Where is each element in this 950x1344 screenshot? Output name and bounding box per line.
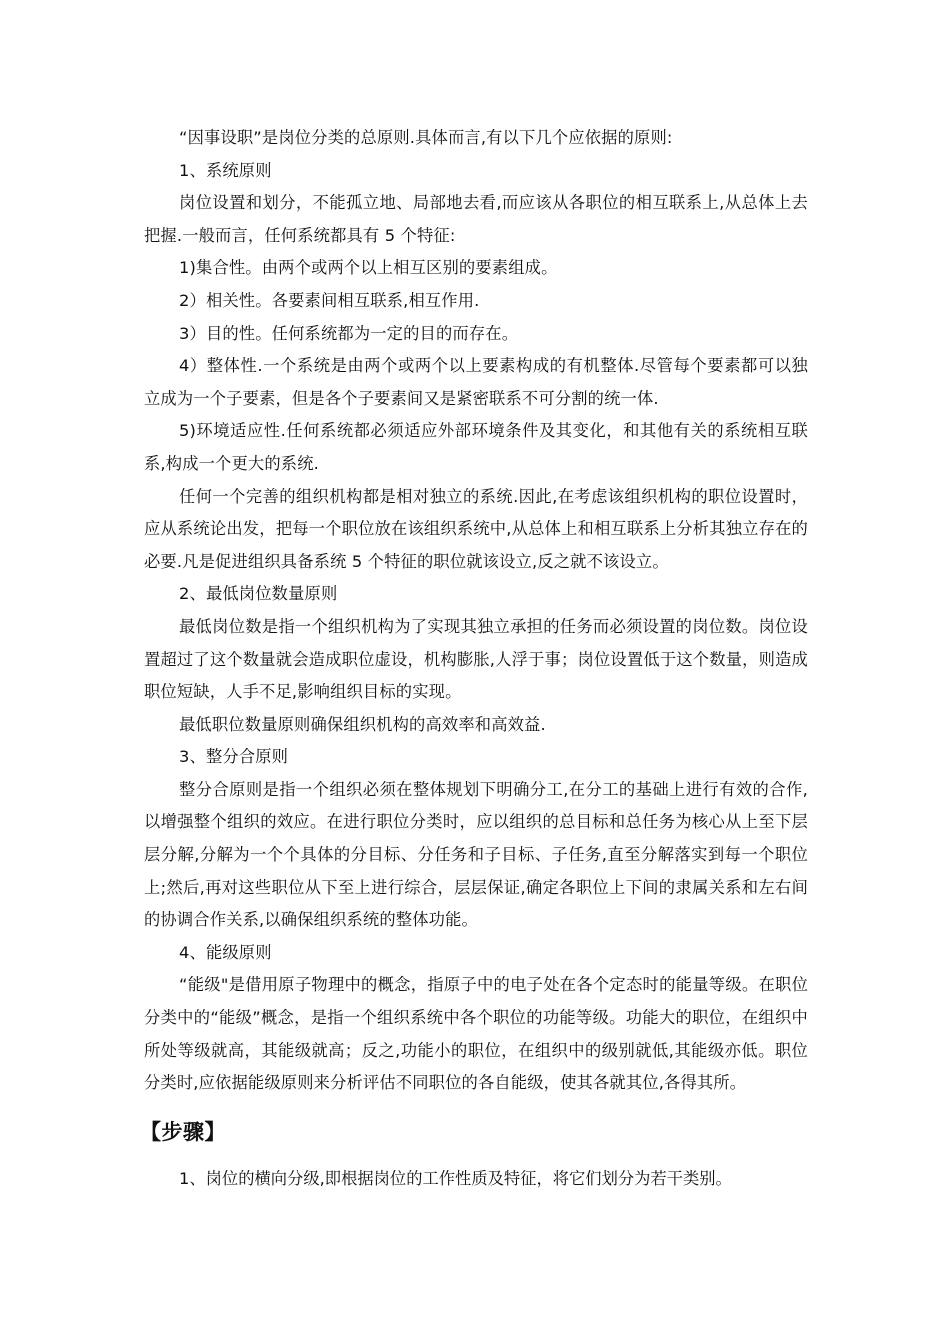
body-text: [144, 122, 808, 1100]
paragraph-integration-principle: 整分合原则是指一个组织必须在整体规划下明确分工,在分工的基础上进行有效的合作,以增强整个组织的效应。在进行职位分类时，应以组织的总目标和总任务为核心从上至下层层分解,分解为一个个具体的分目标、分任务和子目标、子任务,直至分解落实到每一个职位上;然后,再对这些职位从下至上进行综合，层层保证,确定各职位上下间的隶属关系和左右间的协调合作关系,以确保组织系统的整体功能。: [144, 779, 808, 930]
list-item-integrity: 4）整体性.一个系统是由两个或两个以上要素构成的有机整体.尽管每个要素都可以独立成为一个子要素，但是各个子要素间又是紧密联系不可分割的统一体.: [144, 356, 808, 408]
list-item-correlation: 2）相关性。各要素间相互联系,相互作用.: [179, 290, 480, 310]
paragraph-minimum-positions: 最低岗位数是指一个组织机构为了实现其独立承担的任务而必须设置的岗位数。岗位设置超过了这个数量就会造成职位虚设，机构膨胀,人浮于事；岗位设置低于这个数量，则造成职位短缺，人手不足,影响组织目标的实现。: [144, 616, 808, 702]
steps-list: [144, 1160, 808, 1198]
heading-minimum-positions: 2、最低岗位数量原则: [179, 584, 338, 604]
list-item-adaptability: 5)环境适应性.任何系统都必须适应外部环境条件及其变化，和其他有关的系统相互联系,构成一个更大的系统.: [144, 421, 808, 473]
section-heading-steps: 【步骤】: [140, 1119, 226, 1144]
list-item-collectivity: 1)集合性。由两个或两个以上相互区别的要素组成。: [179, 258, 558, 278]
heading-energy-level-principle: 4、能级原则: [179, 942, 272, 962]
step-item: 1、岗位的横向分级,即根据岗位的工作性质及特征，将它们划分为若干类别。: [179, 1168, 732, 1188]
list-item-purpose: 3）目的性。任何系统都为一定的目的而存在。: [179, 323, 519, 343]
paragraph-intro: “因事设职”是岗位分类的总原则.具体而言,有以下几个应依据的原则:: [179, 128, 673, 147]
heading-integration-principle: 3、整分合原则: [179, 747, 289, 767]
paragraph-system-summary: 任何一个完善的组织机构都是相对独立的系统.因此,在考虑该组织机构的职位设置时，应从系统论出发，把每一个职位放在该组织系统中,从总体上和相互联系上分析其独立存在的必要.凡是促进组织具备系统 5 个特征的职位就该设立,反之就不该设立。: [144, 486, 808, 571]
paragraph-system-principle: 岗位设置和划分，不能孤立地、局部地去看,而应该从各职位的相互联系上,从总体上去把握.一般而言，任何系统都具有 5 个特征:: [144, 193, 808, 245]
paragraph-energy-level-principle: “能级"是借用原子物理中的概念，指原子中的电子处在各个定态时的能量等级。在职位分类中的“能级”概念，是指一个组织系统中各个职位的功能等级。功能大的职位，在组织中所处等级就高，其能级就高；反之,功能小的职位，在组织中的级别就低,其能级亦低。职位分类时,应依据能级原则来分析评估不同职位的各自能级，使其各就其位,各得其所。: [144, 975, 808, 1093]
heading-system-principle: 1、系统原则: [179, 160, 272, 180]
paragraph-minimum-positions-summary: 最低职位数量原则确保组织机构的高效率和高效益.: [179, 714, 546, 734]
